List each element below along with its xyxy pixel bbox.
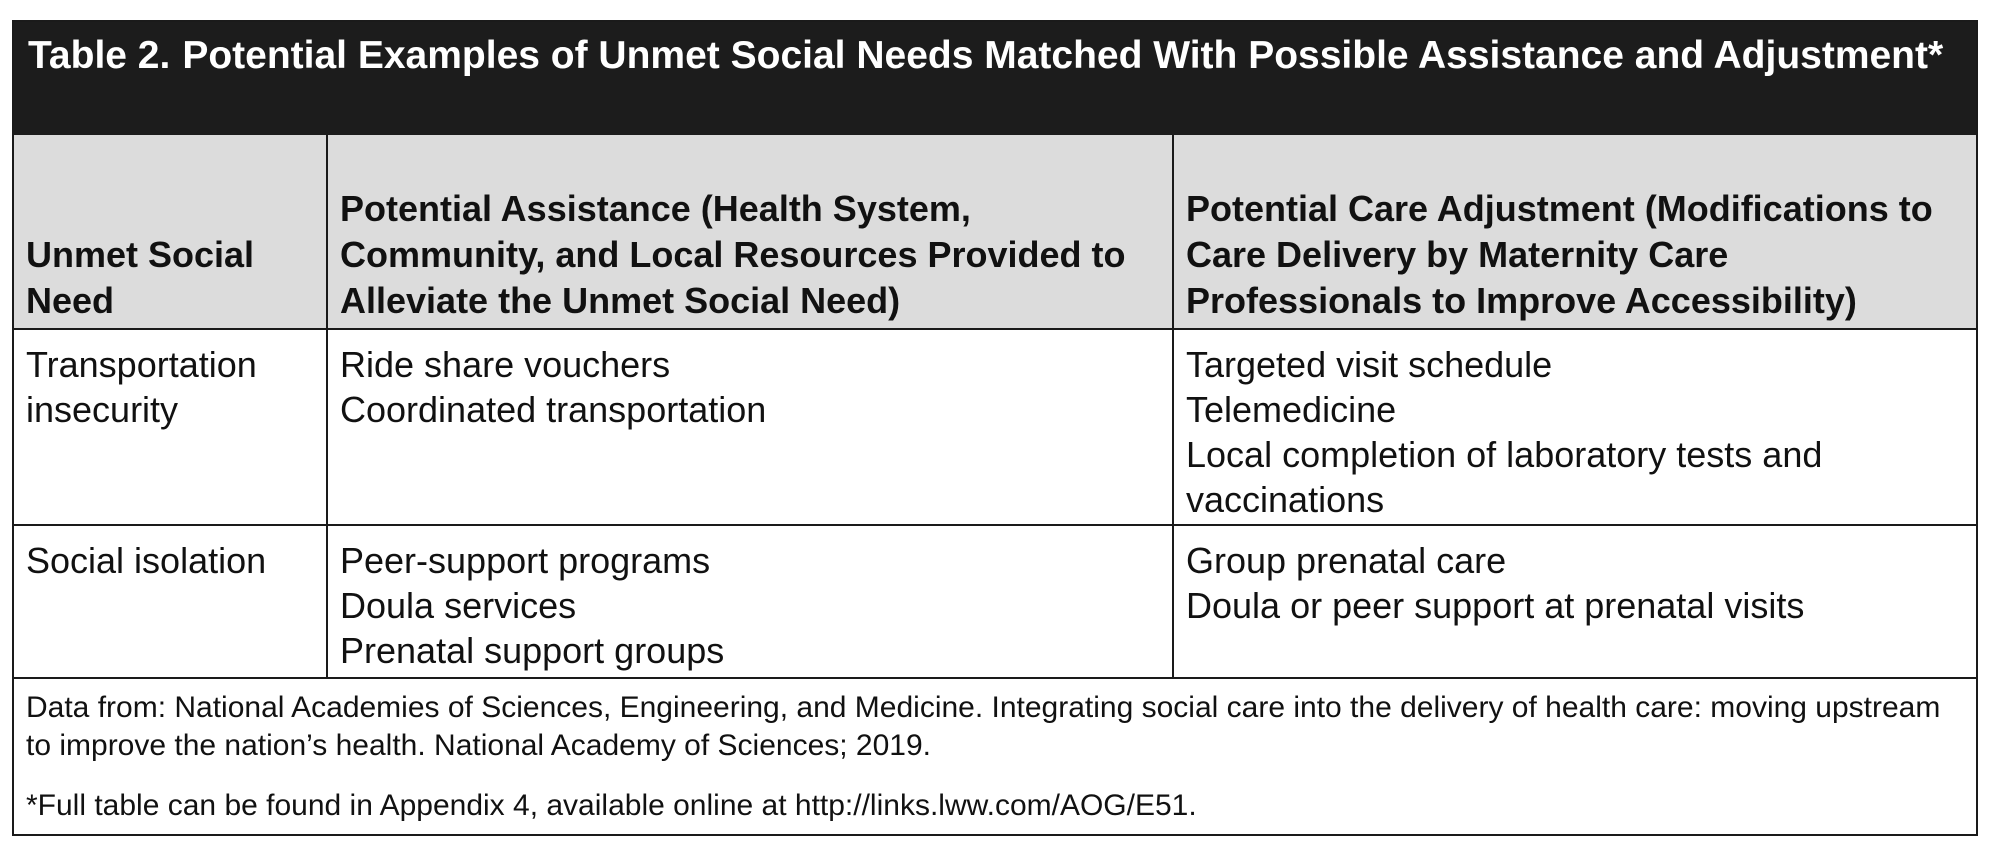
source-note: Data from: National Academies of Sciences, Engineering, and Medicine. Integrating social care into the delivery of health care: moving upstream to improve the nation’s health. National Academy of Sciences; 2019. [26,691,1941,762]
table-row [14,329,1976,525]
cell-adjustment [1173,329,1976,525]
asterisk-note: *Full table can be found in Appendix 4, available online at http://links.lww.com/AOG/E51. [26,789,1197,822]
header-potential-adjustment: Potential Care Adjustment (Modifications to Care Delivery by Maternity Care Professionals to Improve Accessibility) [1173,135,1976,329]
list-item: Group prenatal care [1186,540,1507,581]
list-item: Peer-support programs [340,540,711,581]
list-item: Telemedicine [1186,389,1397,430]
cell-need: Transportation insecurity [14,329,327,525]
table-2 [12,20,1978,836]
list-item: Targeted visit schedule [1186,344,1553,385]
list-item: Ride share vouchers [340,344,671,385]
cell-need: Social isolation [14,525,327,678]
list-item: Doula services [340,585,577,626]
cell-adjustment [1173,525,1976,678]
header-unmet-need: Unmet Social Need [14,135,327,329]
header-potential-assistance: Potential Assistance (Health System, Community, and Local Resources Provided to Alleviate the Unmet Social Need) [327,135,1173,329]
list-item: Prenatal support groups [340,630,725,671]
table-title: Potential Examples of Unmet Social Needs Matched With Possible Assistance and Adjustment* [182,34,1944,77]
cell-assistance [327,329,1173,525]
table-title-bar [14,22,1976,135]
table-footnotes [14,679,1976,825]
list-item: Coordinated transportation [340,389,767,430]
header-row [14,135,1976,329]
needs-table [14,135,1976,679]
cell-assistance [327,525,1173,678]
list-item: Doula or peer support at prenatal visits [1186,585,1805,626]
list-item: Local completion of laboratory tests and vaccinations [1186,434,1823,520]
table-number: Table 2. [28,34,171,77]
table-row [14,525,1976,678]
